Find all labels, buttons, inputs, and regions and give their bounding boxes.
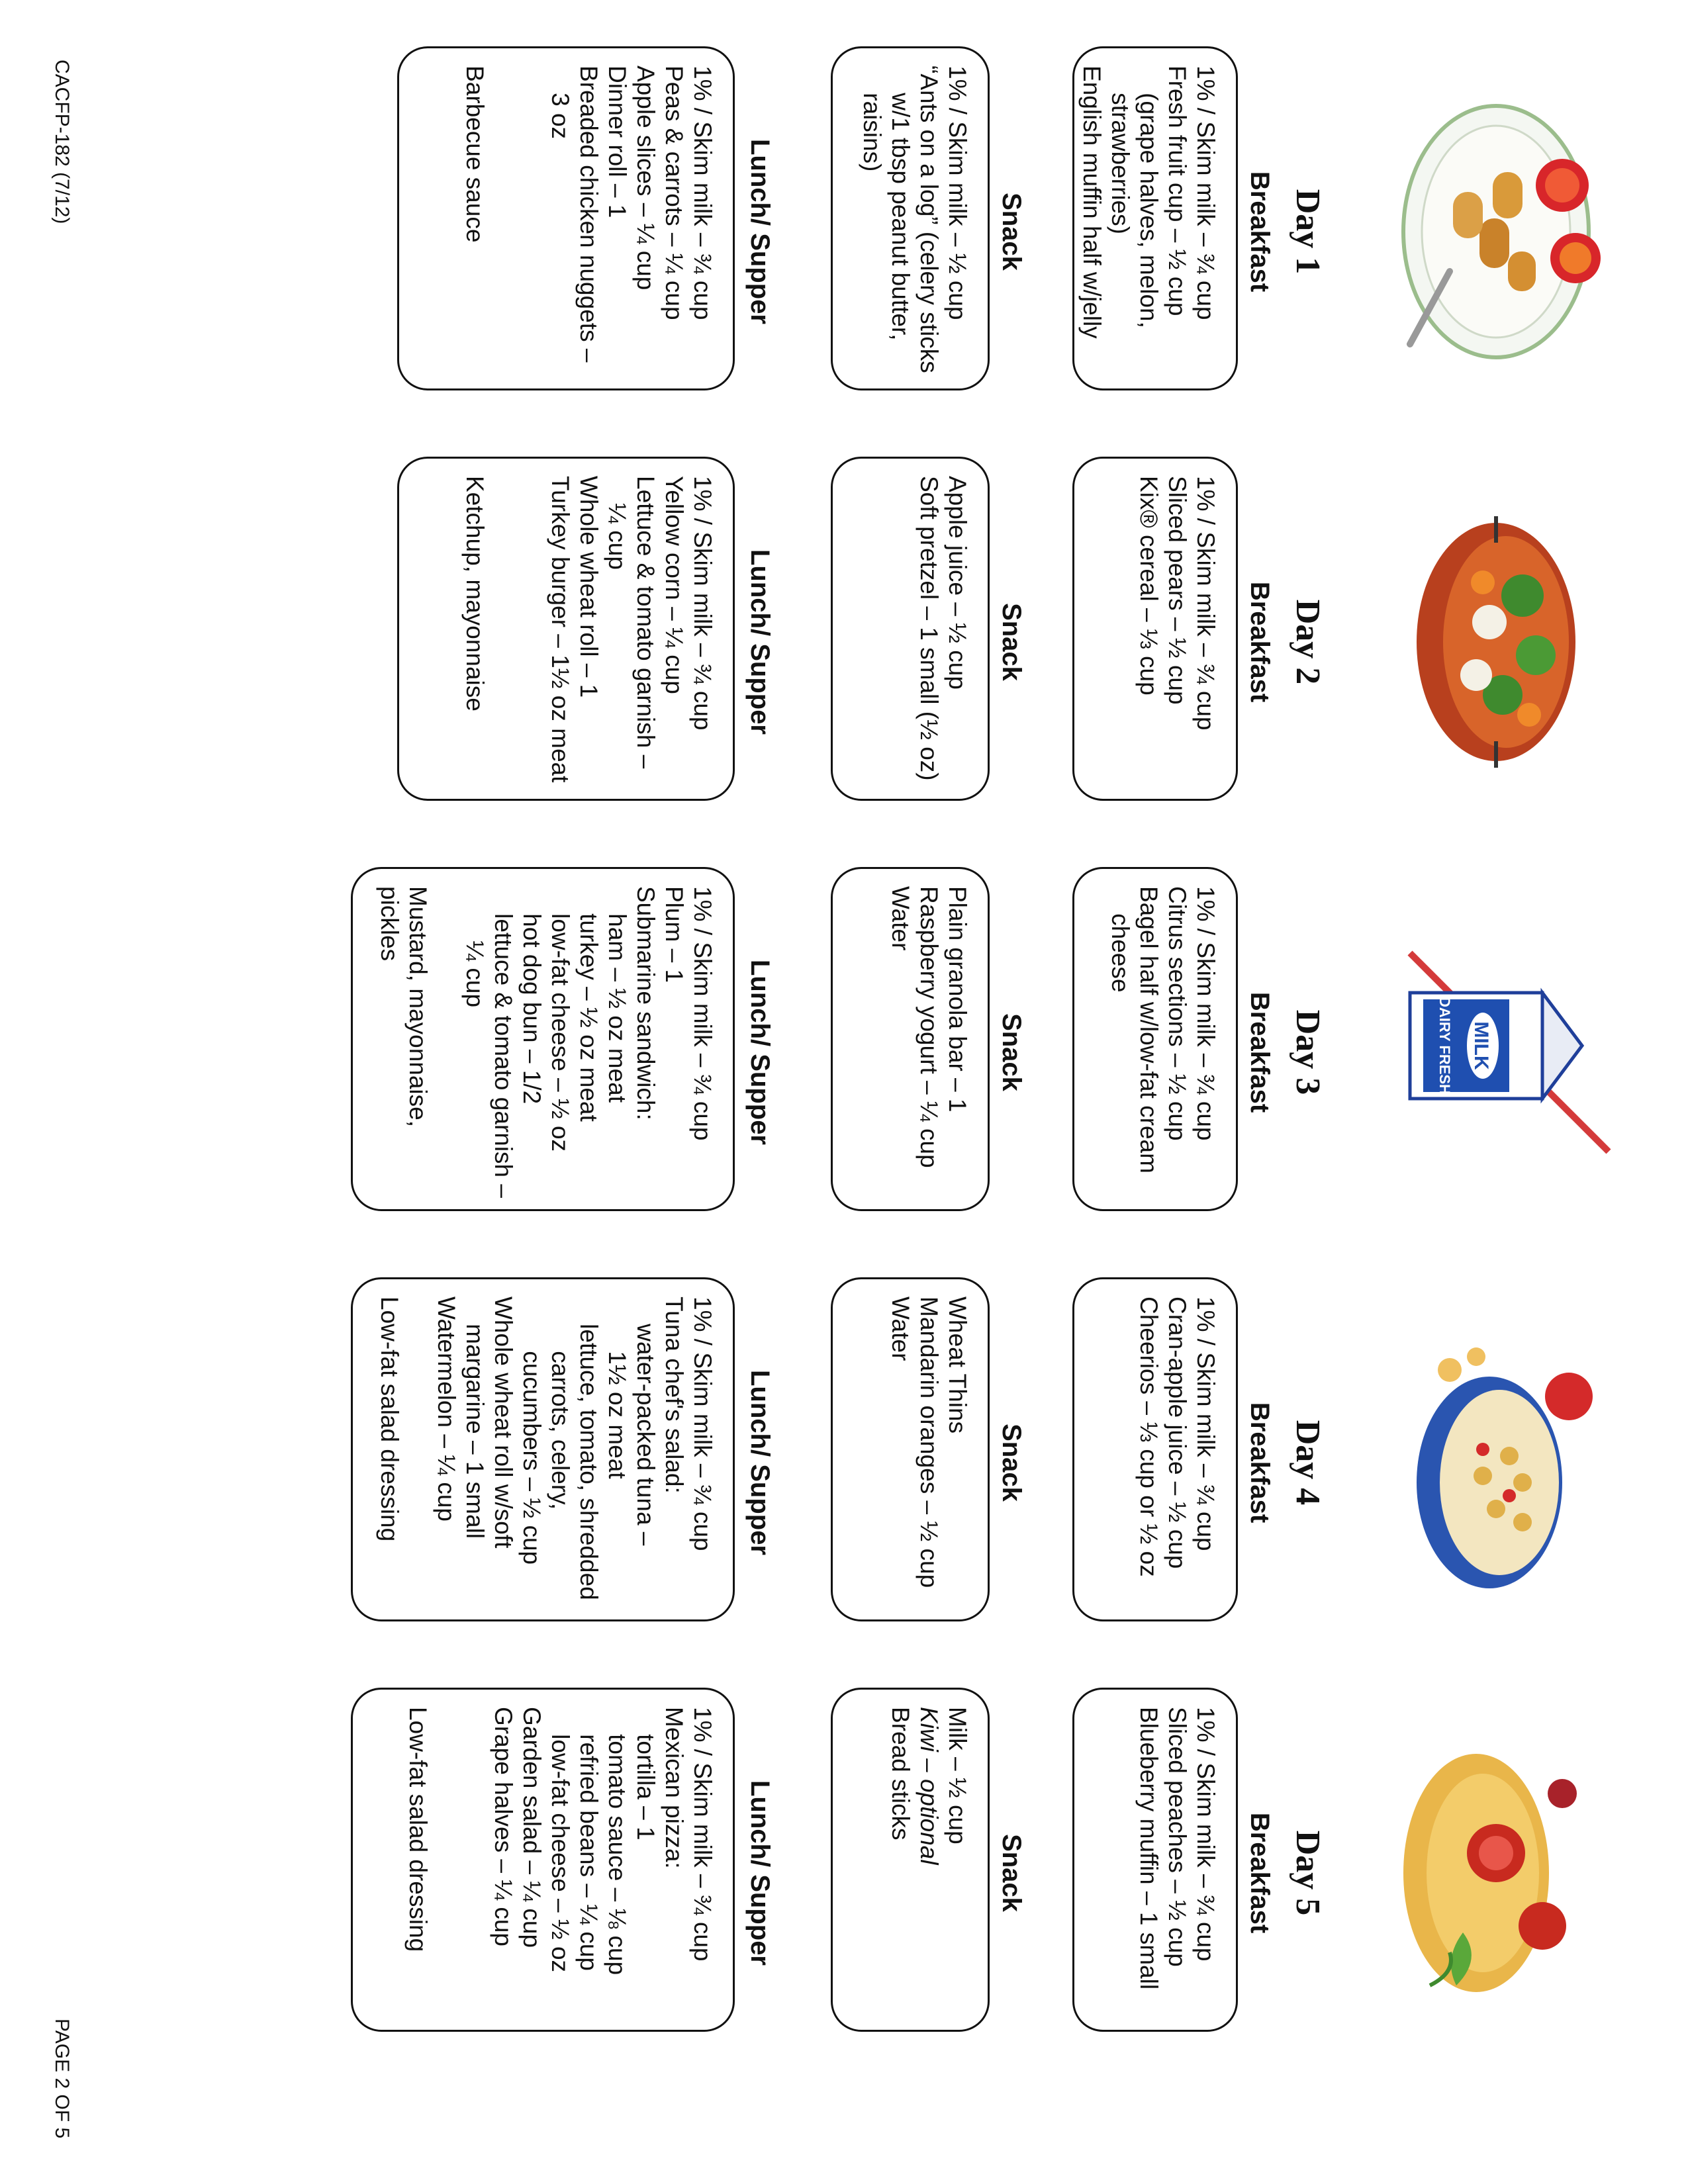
menu-line: low-fat cheese – ½ oz [547, 1707, 574, 1973]
snack-label: Snack [997, 193, 1026, 271]
milk-carton-illustration [1390, 933, 1622, 1171]
snack-label: Snack [997, 1013, 1026, 1091]
snack-box [831, 1277, 990, 1621]
menu-line: Bread sticks [887, 1707, 914, 1841]
menu-line: hot dog bun – 1/2 [518, 886, 545, 1105]
lunch-supper-box [397, 46, 735, 390]
snack-box [831, 46, 990, 390]
lunch-supper-box [397, 457, 735, 801]
menu-line: ham – ½ oz meat [604, 886, 631, 1103]
menu-line [404, 1297, 432, 1605]
menu-line: ¼ cup [461, 886, 489, 1008]
menu-line [518, 66, 546, 374]
breakfast-label: Breakfast [1245, 171, 1274, 293]
menu-line: pickles [376, 886, 403, 962]
menu-line: Peas & carrots – ¼ cup [661, 66, 688, 320]
menu-line: Breaded chicken nuggets – [575, 66, 602, 363]
menu-line: 1% / Skim milk – ¾ cup [689, 66, 716, 320]
day-title: Day 3 [1289, 1009, 1327, 1095]
menu-line: tortilla – 1 [632, 1707, 659, 1841]
menu-line: Cheerios – ⅓ cup or ½ oz [1135, 1297, 1162, 1577]
menu-line: Ketchup, mayonnaise [461, 476, 489, 711]
day-3-column [0, 854, 1688, 1251]
day-title: Day 4 [1289, 1420, 1327, 1506]
day-title: Day 5 [1289, 1830, 1327, 1916]
menu-line: 1% / Skim milk – ¾ cup [689, 476, 716, 731]
menu-line: Plum – 1 [661, 886, 688, 983]
day-title: Day 1 [1289, 189, 1327, 275]
menu-line: carrots, celery, [547, 1297, 574, 1510]
menu-line: 1% / Skim milk – ¾ cup [1192, 1707, 1219, 1962]
menu-line: Low-fat salad dressing [404, 1707, 432, 1952]
menu-line: Yellow corn – ¼ cup [661, 476, 688, 694]
menu-line: Citrus sections – ½ cup [1164, 886, 1191, 1141]
menu-line: Kiwi – optional [915, 1707, 943, 1865]
menu-line: Garden salad – ¼ cup [518, 1707, 545, 1948]
form-id: CACFP-182 (7/12) [51, 60, 73, 224]
menu-line: 1% / Skim milk – ¾ cup [1192, 886, 1219, 1141]
menu-line: lettuce & tomato garnish – [490, 886, 517, 1198]
day-5-column [0, 1674, 1688, 2071]
menu-line: Water [887, 886, 914, 951]
snack-box [831, 457, 990, 801]
menu-line: Lettuce & tomato garnish – [632, 476, 659, 769]
snack-box [831, 867, 990, 1211]
breakfast-label: Breakfast [1245, 1402, 1274, 1524]
menu-line [461, 1707, 489, 2015]
breakfast-label: Breakfast [1245, 581, 1274, 703]
menu-line: Milk – ½ cup [944, 1707, 971, 1844]
menu-line: 1½ oz meat [604, 1297, 631, 1479]
menu-line: Plain granola bar – 1 [944, 886, 971, 1113]
day-2-column [0, 443, 1688, 841]
lunch-supper-box [351, 1688, 735, 2032]
menu-line: turkey – ½ oz meat [575, 886, 602, 1122]
menu-line: Wheat Thins [944, 1297, 971, 1434]
menu-line: Apple slices – ¼ cup [632, 66, 659, 291]
menu-line: (grape halves, melon, [1135, 66, 1162, 328]
breakfast-box [1072, 46, 1238, 390]
menu-line: Sliced pears – ½ cup [1164, 476, 1191, 705]
menu-line: Submarine sandwich: [632, 886, 659, 1120]
menu-line: cheese [1107, 886, 1134, 993]
menu-line: Kix® cereal – ⅓ cup [1135, 476, 1162, 696]
menu-line: Raspberry yogurt – ¼ cup [915, 886, 943, 1168]
menu-line: “Ants on a log” (celery sticks [915, 66, 943, 373]
snack-label: Snack [997, 1424, 1026, 1502]
breakfast-label: Breakfast [1245, 991, 1274, 1113]
menu-line: Fresh fruit cup – ½ cup [1164, 66, 1191, 316]
menu-line: Whole wheat roll w/soft [490, 1297, 517, 1549]
breakfast-box [1072, 457, 1238, 801]
menu-line: Watermelon – ¼ cup [433, 1297, 460, 1522]
menu-line: 3 oz [547, 66, 574, 140]
page-number: PAGE 2 OF 5 [51, 2019, 73, 2139]
breakfast-label: Breakfast [1245, 1812, 1274, 1934]
lunch-supper-label: Lunch/ Supper [745, 139, 774, 324]
menu-line: Sliced peaches – ½ cup [1164, 1707, 1191, 1967]
milk-carton-text: MILK [1470, 1021, 1492, 1070]
menu-line: Blueberry muffin – 1 small [1135, 1707, 1162, 1990]
milk-carton-subtext: DAIRY FRESH [1436, 997, 1453, 1095]
menu-line: ¼ cup [604, 476, 631, 570]
menu-line: water-packed tuna – [632, 1297, 659, 1546]
menu-line: 1% / Skim milk – ¾ cup [689, 886, 716, 1141]
lunch-supper-label: Lunch/ Supper [745, 549, 774, 735]
menu-line: raisins) [859, 66, 886, 172]
menu-line [432, 1707, 461, 2015]
menu-line: Grape halves – ¼ cup [490, 1707, 517, 1946]
menu-line: Turkey burger – 1½ oz meat [547, 476, 574, 783]
menu-line: 1% / Skim milk – ½ cup [944, 66, 971, 320]
lunch-supper-label: Lunch/ Supper [745, 1370, 774, 1555]
menu-line: w/1 tbsp peanut butter, [887, 66, 914, 341]
lunch-supper-box [351, 1277, 735, 1621]
lunch-supper-box [351, 867, 735, 1211]
menu-line [489, 66, 518, 374]
day-1-column [0, 33, 1688, 430]
menu-line: Soft pretzel – 1 small (½ oz) [915, 476, 943, 781]
menu-line: Tuna chef's salad: [661, 1297, 688, 1494]
menu-line: Apple juice – ½ cup [944, 476, 971, 690]
day-title: Day 2 [1289, 599, 1327, 685]
snack-label: Snack [997, 603, 1026, 681]
menu-line: 1% / Skim milk – ¾ cup [689, 1707, 716, 1962]
breakfast-box [1072, 867, 1238, 1211]
snack-box [831, 1688, 990, 2032]
menu-line: strawberries) [1107, 66, 1134, 234]
vegetable-casserole-illustration [1390, 503, 1622, 781]
menu-line: lettuce, tomato, shredded [575, 1297, 602, 1600]
menu-line: 1% / Skim milk – ¾ cup [1192, 66, 1219, 320]
menu-line: Barbecue sauce [461, 66, 489, 243]
menu-line: cucumbers – ½ cup [518, 1297, 545, 1565]
vegetables-plate-illustration [1390, 1734, 1622, 2012]
lunch-supper-label: Lunch/ Supper [745, 960, 774, 1145]
menu-line: Dinner roll – 1 [604, 66, 631, 218]
menu-line: Mustard, mayonnaise, [404, 886, 432, 1128]
menu-line: tomato sauce – ⅛ cup [604, 1707, 631, 1976]
snack-label: Snack [997, 1834, 1026, 1912]
menu-line [489, 476, 518, 784]
menu-line [518, 476, 546, 784]
breakfast-box [1072, 1277, 1238, 1621]
menu-line: 1% / Skim milk – ¾ cup [1192, 476, 1219, 731]
breakfast-box [1072, 1688, 1238, 2032]
menu-line: Bagel half w/low-fat cream [1135, 886, 1162, 1173]
chicken-nuggets-plate-illustration [1390, 93, 1622, 371]
cereal-bowl-illustration [1390, 1324, 1622, 1602]
menu-line: refried beans – ¼ cup [575, 1707, 602, 1972]
menu-line: Mexican pizza: [661, 1707, 688, 1869]
menu-line: margarine – 1 small [461, 1297, 489, 1539]
menu-line: Cran-apple juice – ½ cup [1164, 1297, 1191, 1569]
menu-line: 1% / Skim milk – ¾ cup [1192, 1297, 1219, 1551]
menu-line: 1% / Skim milk – ¾ cup [689, 1297, 716, 1551]
menu-line: English muffin half w/jelly [1078, 66, 1105, 339]
day-4-column [0, 1264, 1688, 1661]
menu-line [432, 886, 461, 1195]
lunch-supper-label: Lunch/ Supper [745, 1780, 774, 1966]
menu-line: low-fat cheese – ½ oz [547, 886, 574, 1152]
menu-line: Water [887, 1297, 914, 1361]
menu-line: Low-fat salad dressing [376, 1297, 403, 1542]
menu-line: Whole wheat roll – 1 [575, 476, 602, 698]
menu-line: Mandarin oranges – ½ cup [915, 1297, 943, 1588]
